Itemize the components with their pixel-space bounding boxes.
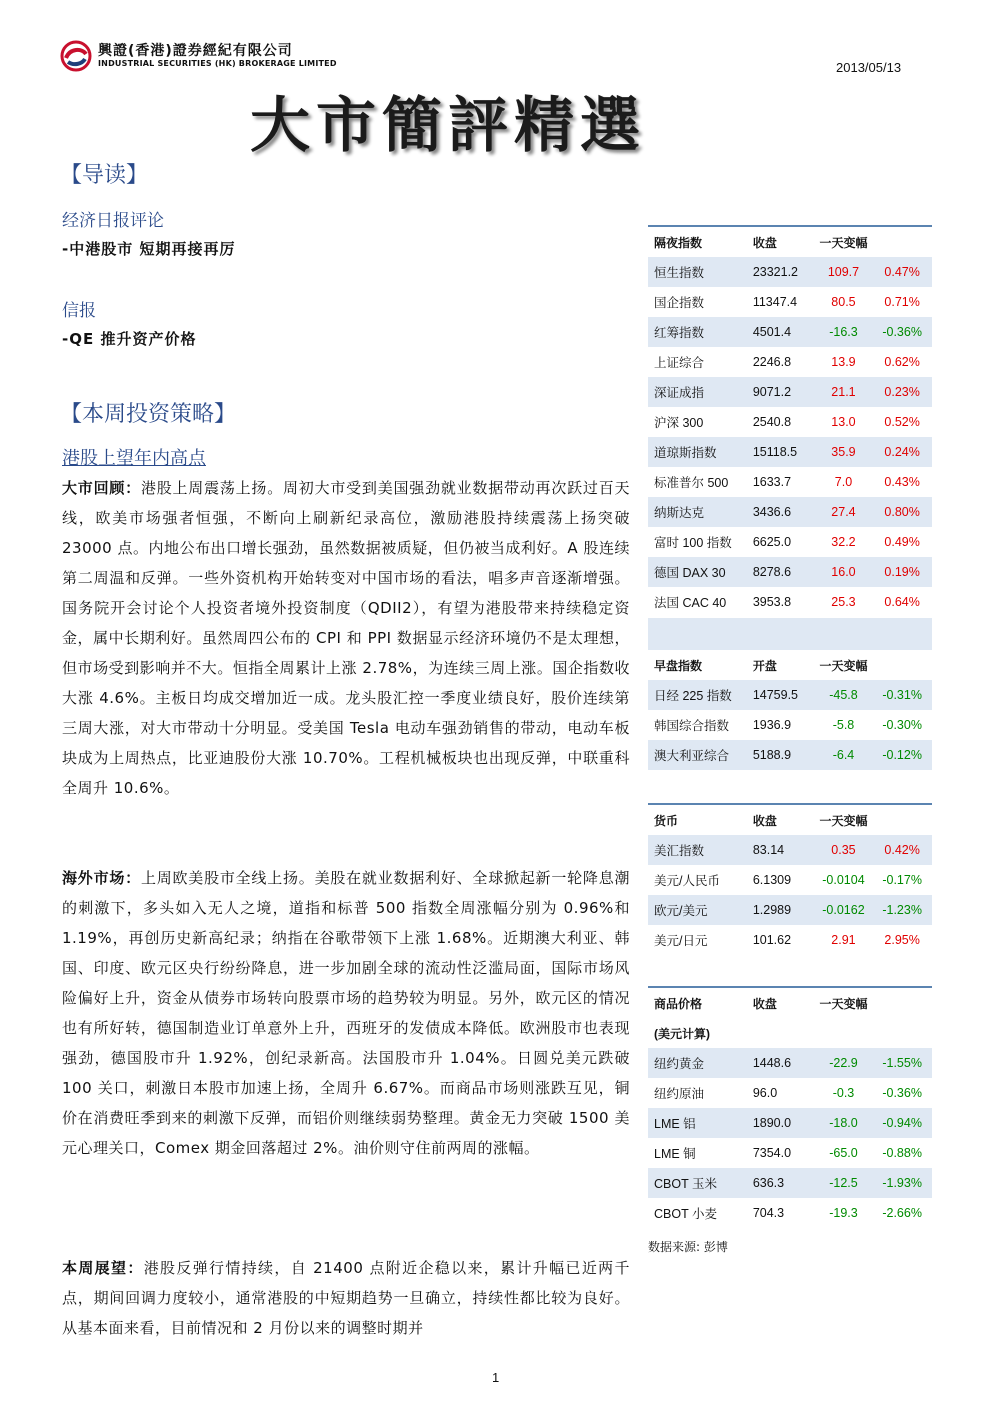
table-header-row-2 — [648, 1018, 932, 1048]
change-cell: 13.9 — [815, 347, 873, 377]
paragraph-text: 港股反弹行情持续，自 21400 点附近企稳以来，累计升幅已近两千点，期间回调力度较小，通常港股的中短期趋势一旦确立，持续性都比较为良好。从基本面来看，目前情况和 2 月份以来的调整时期并 — [62, 1259, 630, 1337]
change-cell: 16.0 — [815, 557, 873, 587]
currency-table — [648, 803, 932, 955]
name-cell: 深证成指 — [648, 377, 749, 407]
change-cell: -45.8 — [815, 680, 873, 710]
commodity-table — [648, 986, 932, 1228]
header-cell: 早盘指数 — [648, 650, 749, 680]
table-row — [648, 710, 932, 740]
paragraph-label: 海外市场： — [62, 869, 141, 887]
close-cell: 4501.4 — [749, 317, 815, 347]
change-pct-cell: 0.24% — [872, 437, 932, 467]
close-cell: 101.62 — [749, 925, 815, 955]
table-spacer — [648, 618, 932, 650]
close-cell: 8278.6 — [749, 557, 815, 587]
name-cell: 澳大利亚综合 — [648, 740, 749, 770]
paragraph-overseas-market — [62, 863, 630, 1163]
change-pct-cell: 0.23% — [872, 377, 932, 407]
change-cell: 80.5 — [815, 287, 873, 317]
close-cell: 1890.0 — [749, 1108, 815, 1138]
header-cell: 隔夜指数 — [648, 226, 749, 257]
name-cell: 标准普尔 500 — [648, 467, 749, 497]
change-cell: 13.0 — [815, 407, 873, 437]
table-row — [648, 1108, 932, 1138]
morning-index-table — [648, 650, 932, 770]
paragraph-label: 大市回顾： — [62, 479, 141, 497]
change-cell: -0.0104 — [815, 865, 873, 895]
name-cell: 纽约原油 — [648, 1078, 749, 1108]
header-cell: 收盘 — [749, 987, 815, 1018]
empty-cell — [872, 1018, 932, 1048]
change-pct-cell: 0.62% — [872, 347, 932, 377]
close-cell: 1.2989 — [749, 895, 815, 925]
table-header-row — [648, 987, 932, 1018]
name-cell: 德国 DAX 30 — [648, 557, 749, 587]
close-cell: 83.14 — [749, 835, 815, 865]
close-cell: 2540.8 — [749, 407, 815, 437]
change-pct-cell: 0.64% — [872, 587, 932, 617]
change-pct-cell: 0.47% — [872, 257, 932, 287]
table-row — [648, 925, 932, 955]
change-pct-cell: -0.36% — [872, 317, 932, 347]
table-row — [648, 467, 932, 497]
table-row — [648, 317, 932, 347]
table-row — [648, 835, 932, 865]
paragraph-weekly-outlook — [62, 1253, 630, 1343]
name-cell: 美元/日元 — [648, 925, 749, 955]
name-cell: 富时 100 指数 — [648, 527, 749, 557]
close-cell: 11347.4 — [749, 287, 815, 317]
change-cell: -6.4 — [815, 740, 873, 770]
data-source-note: 数据来源: 彭博 — [648, 1240, 728, 1254]
change-pct-cell: 0.71% — [872, 287, 932, 317]
table-row — [648, 1198, 932, 1228]
name-cell: 国企指数 — [648, 287, 749, 317]
table-row — [648, 407, 932, 437]
header-cell — [872, 650, 932, 680]
change-pct-cell: 0.43% — [872, 467, 932, 497]
guide-source-2: 信报 — [62, 301, 96, 321]
table-row — [648, 527, 932, 557]
change-pct-cell: 0.42% — [872, 835, 932, 865]
header-cell: 收盘 — [749, 804, 815, 835]
change-cell: -0.0162 — [815, 895, 873, 925]
paragraph-text: 港股上周震荡上扬。周初大市受到美国强劲就业数据带动再次跃过百天线，欧美市场强者恒强，不断向上刷新纪录高位，激励港股持续震荡上扬突破 23000 点。内地公布出口增长强劲，虽然数据被质疑，但仍被当成利好。A 股连续第二周温和反弹。一些外资机构开始转变对中国市场的看法，唱多声音逐渐增强。国务院开会讨论个人投资者境外投资制度（QDII2），有望为港股带来持续稳定资金，属中长期利好。虽然周四公布的 CPI 和 PPI 数据显示经济环境仍不是太理想，但市场受到影响并不大。恒指全周累计上涨 2.78%，为连续三周上涨。国企指数收大涨 4.6%。主板日均成交增加近一成。龙头股汇控一季度业绩良好，股价连续第三周大涨，对大市带动十分明显。受美国 Tesla 电动车强劲销售的带动，电动车板块成为上周热点，比亚迪股份大涨 10.70%。工程机械板块也出现反弹，中联重科全周升 10.6%。 — [62, 479, 630, 797]
overnight-index-table — [648, 225, 932, 617]
table-row — [648, 1048, 932, 1078]
change-cell: 109.7 — [815, 257, 873, 287]
change-pct-cell: -0.88% — [872, 1138, 932, 1168]
table-row — [648, 680, 932, 710]
change-pct-cell: 0.19% — [872, 557, 932, 587]
header-cell: 货币 — [648, 804, 749, 835]
paragraph-text: 上周欧美股市全线上扬。美股在就业数据利好、全球掀起新一轮降息潮的刺激下，多头如入无人之境，道指和标普 500 指数全周涨幅分别为 0.96%和 1.19%，再创历史新高纪录；纳指在谷歌带领下上涨 1.68%。近期澳大利亚、韩国、印度、欧元区央行纷纷降息，进一步加剧全球的流动性泛滥局面，国际市场风险偏好上升，资金从债券市场转向股票市场的趋势较为明显。另外，欧元区的情况也有所好转，德国制造业订单意外上升，西班牙的发债成本降低。欧洲股市也表现强劲，德国股市升 1.92%，创纪录新高。法国股市升 1.04%。日圆兑美元跌破 100 关口，刺激日本股市加速上扬，全周升 6.67%。而商品市场则涨跌互见，铜价在消费旺季到来的刺激下反弹，而铝价则继续弱势整理。黄金无力突破 1500 美元心理关口，Comex 期金回落超过 2%。油价则守住前两周的涨幅。 — [62, 869, 630, 1157]
close-cell: 704.3 — [749, 1198, 815, 1228]
close-cell: 1448.6 — [749, 1048, 815, 1078]
page-number: 1 — [492, 1370, 500, 1385]
change-cell: 35.9 — [815, 437, 873, 467]
name-cell: 沪深 300 — [648, 407, 749, 437]
header-cell — [872, 804, 932, 835]
table-row — [648, 557, 932, 587]
change-pct-cell: -0.94% — [872, 1108, 932, 1138]
table-row — [648, 257, 932, 287]
close-cell: 2246.8 — [749, 347, 815, 377]
change-pct-cell: -1.93% — [872, 1168, 932, 1198]
article-title: 港股上望年内高点 — [62, 448, 206, 469]
change-pct-cell: -2.66% — [872, 1198, 932, 1228]
change-cell: 2.91 — [815, 925, 873, 955]
table-row — [648, 1168, 932, 1198]
change-cell: 21.1 — [815, 377, 873, 407]
company-name-cn: 興證(香港)證券經紀有限公司 — [98, 43, 293, 59]
name-cell: 纳斯达克 — [648, 497, 749, 527]
name-cell: 法国 CAC 40 — [648, 587, 749, 617]
table-row — [648, 497, 932, 527]
change-cell: -16.3 — [815, 317, 873, 347]
paragraph-market-review — [62, 473, 630, 803]
header-cell: 商品价格 — [648, 987, 749, 1018]
name-cell: CBOT 小麦 — [648, 1198, 749, 1228]
close-cell: 96.0 — [749, 1078, 815, 1108]
name-cell: 上证综合 — [648, 347, 749, 377]
name-cell: 欧元/美元 — [648, 895, 749, 925]
header-cell: 一天变幅 — [815, 650, 873, 680]
close-cell: 14759.5 — [749, 680, 815, 710]
name-cell: 日经 225 指数 — [648, 680, 749, 710]
change-cell: -19.3 — [815, 1198, 873, 1228]
close-cell: 9071.2 — [749, 377, 815, 407]
header-cell: (美元计算) — [648, 1018, 749, 1048]
guide-headline-2[interactable]: -QE 推升资产价格 — [62, 330, 197, 348]
header-cell — [872, 987, 932, 1018]
guide-source-1: 经济日报评论 — [62, 211, 164, 231]
close-cell: 3953.8 — [749, 587, 815, 617]
name-cell: 美汇指数 — [648, 835, 749, 865]
close-cell: 636.3 — [749, 1168, 815, 1198]
name-cell: CBOT 玉米 — [648, 1168, 749, 1198]
close-cell: 7354.0 — [749, 1138, 815, 1168]
change-cell: 32.2 — [815, 527, 873, 557]
table-header-row — [648, 650, 932, 680]
table-header-row — [648, 226, 932, 257]
guide-heading: 【导读】 — [60, 163, 149, 188]
change-pct-cell: 2.95% — [872, 925, 932, 955]
change-cell: -18.0 — [815, 1108, 873, 1138]
change-cell: 25.3 — [815, 587, 873, 617]
name-cell: LME 铝 — [648, 1108, 749, 1138]
change-cell: -5.8 — [815, 710, 873, 740]
header-cell: 开盘 — [749, 650, 815, 680]
name-cell: LME 铜 — [648, 1138, 749, 1168]
change-pct-cell: -1.23% — [872, 895, 932, 925]
table-row — [648, 347, 932, 377]
table-row — [648, 740, 932, 770]
change-pct-cell: -0.36% — [872, 1078, 932, 1108]
change-pct-cell: 0.49% — [872, 527, 932, 557]
header-cell: 收盘 — [749, 226, 815, 257]
table-row — [648, 865, 932, 895]
name-cell: 道琼斯指数 — [648, 437, 749, 467]
close-cell: 6.1309 — [749, 865, 815, 895]
table-row — [648, 587, 932, 617]
page-title: 大市簡評精選 — [250, 91, 646, 161]
name-cell: 美元/人民币 — [648, 865, 749, 895]
header-cell: 一天变幅 — [815, 987, 873, 1018]
name-cell: 红筹指数 — [648, 317, 749, 347]
table-row — [648, 895, 932, 925]
header-cell: 一天变幅 — [815, 804, 873, 835]
company-logo-icon — [60, 40, 92, 72]
change-cell: -12.5 — [815, 1168, 873, 1198]
table-row — [648, 377, 932, 407]
strategy-heading: 【本周投资策略】 — [60, 402, 237, 427]
empty-cell — [749, 1018, 815, 1048]
change-cell: -0.3 — [815, 1078, 873, 1108]
header-cell: 一天变幅 — [815, 226, 873, 257]
table-row — [648, 1138, 932, 1168]
table-header-row — [648, 804, 932, 835]
change-cell: -22.9 — [815, 1048, 873, 1078]
change-cell: -65.0 — [815, 1138, 873, 1168]
guide-headline-1[interactable]: -中港股市 短期再接再厉 — [62, 240, 236, 258]
name-cell: 韩国综合指数 — [648, 710, 749, 740]
change-pct-cell: -0.12% — [872, 740, 932, 770]
change-pct-cell: -1.55% — [872, 1048, 932, 1078]
close-cell: 3436.6 — [749, 497, 815, 527]
change-cell: 0.35 — [815, 835, 873, 865]
header-cell — [872, 226, 932, 257]
change-cell: 27.4 — [815, 497, 873, 527]
company-logo — [60, 40, 360, 74]
table-row — [648, 1078, 932, 1108]
close-cell: 1633.7 — [749, 467, 815, 497]
change-pct-cell: -0.30% — [872, 710, 932, 740]
name-cell: 纽约黄金 — [648, 1048, 749, 1078]
change-pct-cell: -0.31% — [872, 680, 932, 710]
paragraph-label: 本周展望： — [62, 1259, 144, 1277]
name-cell: 恒生指数 — [648, 257, 749, 287]
table-row — [648, 287, 932, 317]
change-pct-cell: 0.52% — [872, 407, 932, 437]
close-cell: 6625.0 — [749, 527, 815, 557]
close-cell: 15118.5 — [749, 437, 815, 467]
change-pct-cell: -0.17% — [872, 865, 932, 895]
company-name-en: INDUSTRIAL SECURITIES (HK) BROKERAGE LIMITED — [98, 59, 337, 68]
close-cell: 1936.9 — [749, 710, 815, 740]
table-row — [648, 437, 932, 467]
close-cell: 5188.9 — [749, 740, 815, 770]
report-date: 2013/05/13 — [836, 60, 902, 75]
empty-cell — [815, 1018, 873, 1048]
close-cell: 23321.2 — [749, 257, 815, 287]
change-cell: 7.0 — [815, 467, 873, 497]
change-pct-cell: 0.80% — [872, 497, 932, 527]
